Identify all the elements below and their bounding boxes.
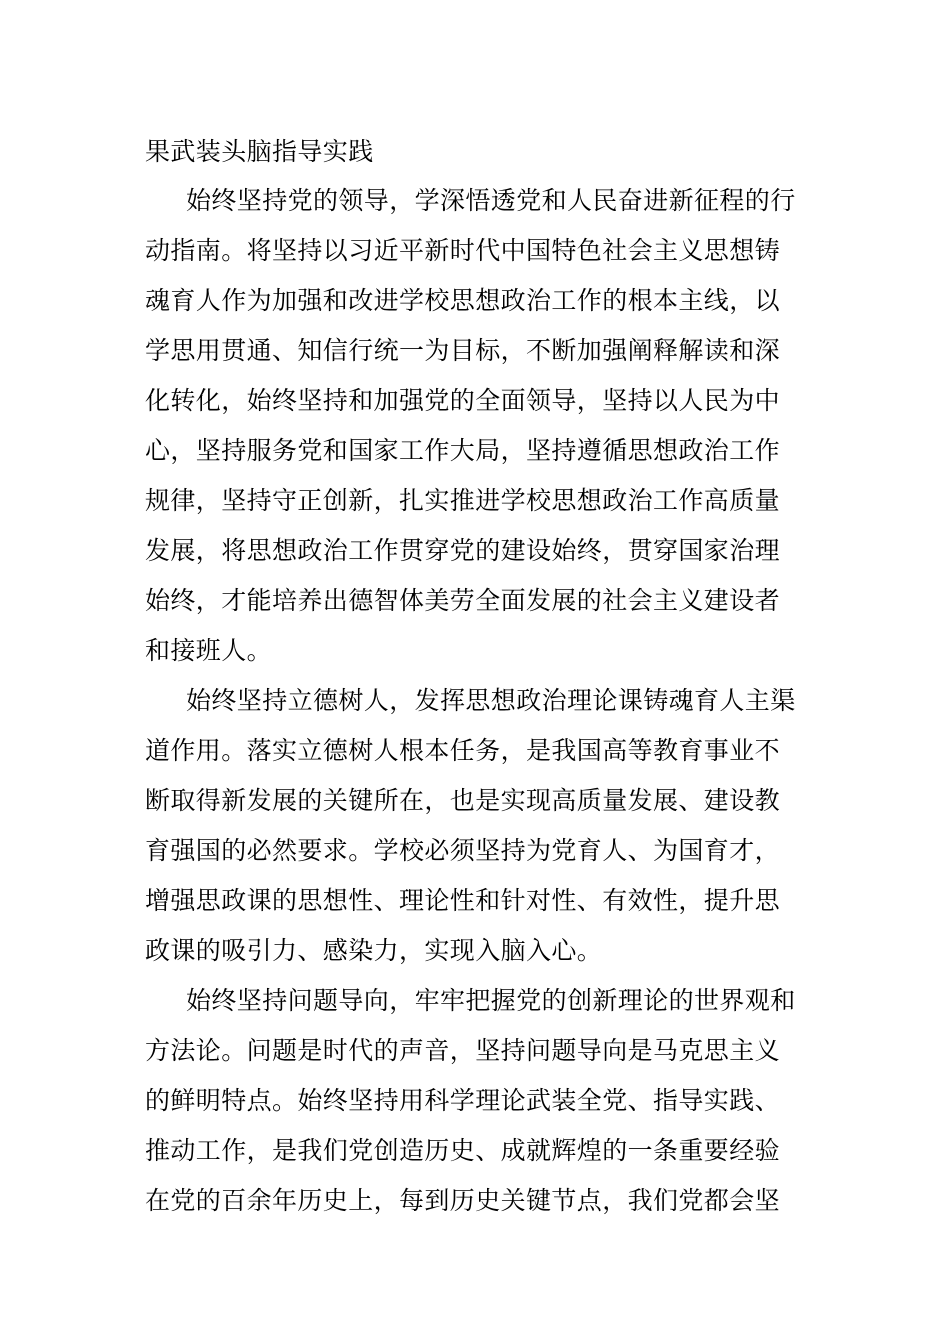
text-line: 断取得新发展的关键所在，也是实现高质量发展、建设教 xyxy=(145,786,781,815)
paragraph-first-line: 始终坚持党的领导，学深悟透党和人民奋进新征程的行 xyxy=(186,186,796,215)
text-line: 在党的百余年历史上，每到历史关键节点，我们党都会坚 xyxy=(145,1186,781,1215)
text-line: 和接班人。 xyxy=(145,636,273,665)
text-line: 增强思政课的思想性、理论性和针对性、有效性，提升思 xyxy=(145,886,781,915)
text-line: 发展，将思想政治工作贯穿党的建设始终，贯穿国家治理 xyxy=(145,536,781,565)
text-line: 魂育人作为加强和改进学校思想政治工作的根本主线，以 xyxy=(145,286,781,315)
text-line: 化转化，始终坚持和加强党的全面领导，坚持以人民为中 xyxy=(145,386,781,415)
text-line: 果武装头脑指导实践 xyxy=(145,137,374,166)
paragraph-first-line: 始终坚持立德树人，发挥思想政治理论课铸魂育人主渠 xyxy=(186,686,796,715)
text-line: 动指南。将坚持以习近平新时代中国特色社会主义思想铸 xyxy=(145,236,781,265)
text-line: 学思用贯通、知信行统一为目标，不断加强阐释解读和深 xyxy=(145,336,781,365)
text-line: 推动工作，是我们党创造历史、成就辉煌的一条重要经验 xyxy=(145,1136,781,1165)
text-line: 道作用。落实立德树人根本任务，是我国高等教育事业不 xyxy=(145,736,781,765)
text-line: 方法论。问题是时代的声音，坚持问题导向是马克思主义 xyxy=(145,1036,781,1065)
text-line: 规律，坚持守正创新，扎实推进学校思想政治工作高质量 xyxy=(145,486,781,515)
text-line: 心，坚持服务党和国家工作大局，坚持遵循思想政治工作 xyxy=(145,436,781,465)
text-line: 始终，才能培养出德智体美劳全面发展的社会主义建设者 xyxy=(145,586,781,615)
text-line: 的鲜明特点。始终坚持用科学理论武装全党、指导实践、 xyxy=(145,1086,781,1115)
text-line: 育强国的必然要求。学校必须坚持为党育人、为国育才， xyxy=(145,836,781,865)
paragraph-first-line: 始终坚持问题导向，牢牢把握党的创新理论的世界观和 xyxy=(186,986,796,1015)
text-line: 政课的吸引力、感染力，实现入脑入心。 xyxy=(145,936,603,965)
